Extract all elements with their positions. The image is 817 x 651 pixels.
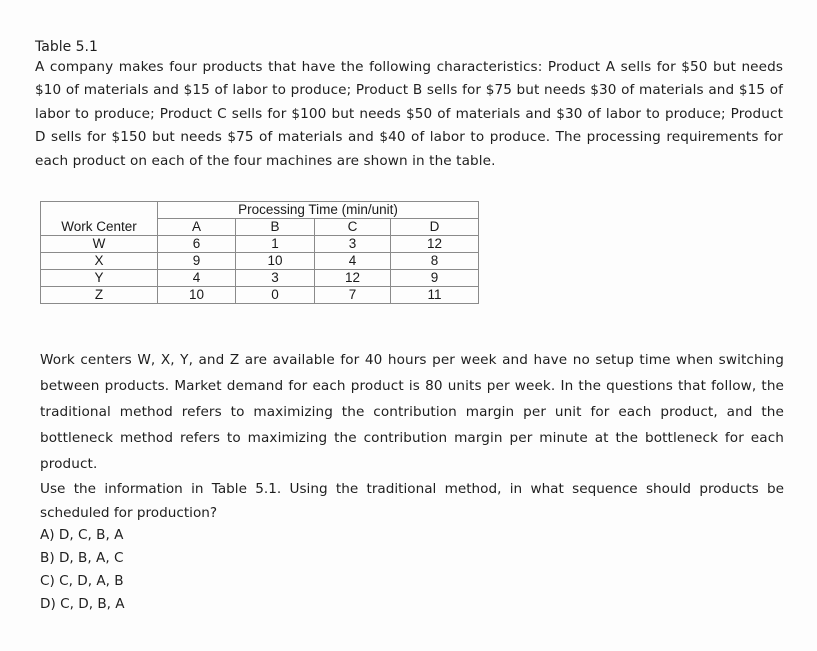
table-column-header: C bbox=[315, 219, 391, 236]
table-row-label: Y bbox=[41, 270, 158, 287]
answer-option-c[interactable]: C) C, D, A, B bbox=[40, 573, 124, 589]
intro-paragraph: A company makes four products that have the following characteristics: Product A sells for $50 but needs $10 of materials and $15 of labor to produce; Product B sells for $75 but needs $30 of materials and $15 of labor to produce; Product C sells for $100 but needs $50 of materials and $30 of labor to produce; Product D sells for $150 but needs $75 of materials and $40 of labor to produce. The processing requirements for each product on each of the four machines are shown in the table. bbox=[35, 59, 783, 169]
table-cell: 10 bbox=[158, 287, 236, 304]
table-row bbox=[41, 253, 479, 270]
table-cell: 0 bbox=[236, 287, 315, 304]
table-row bbox=[41, 270, 479, 287]
table-cell: 6 bbox=[158, 236, 236, 253]
table-row-header: Work Center bbox=[41, 219, 158, 236]
table-row-label: Z bbox=[41, 287, 158, 304]
answer-options bbox=[40, 524, 125, 616]
table-cell: 1 bbox=[236, 236, 315, 253]
table-row-label: W bbox=[41, 236, 158, 253]
table-label: Table 5.1 bbox=[35, 39, 98, 55]
table-column-header: A bbox=[158, 219, 236, 236]
table-cell: 12 bbox=[315, 270, 391, 287]
processing-time-table-wrapper bbox=[40, 201, 479, 304]
table-cell: 3 bbox=[315, 236, 391, 253]
processing-time-table bbox=[40, 201, 479, 304]
table-column-header: B bbox=[236, 219, 315, 236]
table-cell: 9 bbox=[158, 253, 236, 270]
table-row-label: X bbox=[41, 253, 158, 270]
table-row bbox=[41, 287, 479, 304]
table-row bbox=[41, 236, 479, 253]
table-cell: 10 bbox=[236, 253, 315, 270]
table-corner-cell bbox=[41, 202, 158, 219]
table-cell: 3 bbox=[236, 270, 315, 287]
table-column-header-row bbox=[41, 219, 479, 236]
table-cell: 12 bbox=[391, 236, 479, 253]
table-cell: 4 bbox=[158, 270, 236, 287]
answer-option-b[interactable]: B) D, B, A, C bbox=[40, 550, 124, 566]
table-cell: 4 bbox=[315, 253, 391, 270]
table-cell: 7 bbox=[315, 287, 391, 304]
conditions-paragraph: Work centers W, X, Y, and Z are available for 40 hours per week and have no setup time when switching between products. Market demand for each product is 80 units per week. In the questions that follow, the traditional method refers to maximizing the contribution margin per unit for each product, and the bottleneck method refers to maximizing the contribution margin per minute at the bottleneck for each product. bbox=[40, 352, 784, 472]
table-group-header-row bbox=[41, 202, 479, 219]
question-text: Use the information in Table 5.1. Using the traditional method, in what sequence should products be scheduled for production? bbox=[40, 481, 784, 521]
table-group-header: Processing Time (min/unit) bbox=[158, 202, 479, 219]
table-column-header: D bbox=[391, 219, 479, 236]
table-cell: 8 bbox=[391, 253, 479, 270]
table-cell: 11 bbox=[391, 287, 479, 304]
answer-option-a[interactable]: A) D, C, B, A bbox=[40, 527, 124, 543]
answer-option-d[interactable]: D) C, D, B, A bbox=[40, 596, 125, 612]
table-cell: 9 bbox=[391, 270, 479, 287]
